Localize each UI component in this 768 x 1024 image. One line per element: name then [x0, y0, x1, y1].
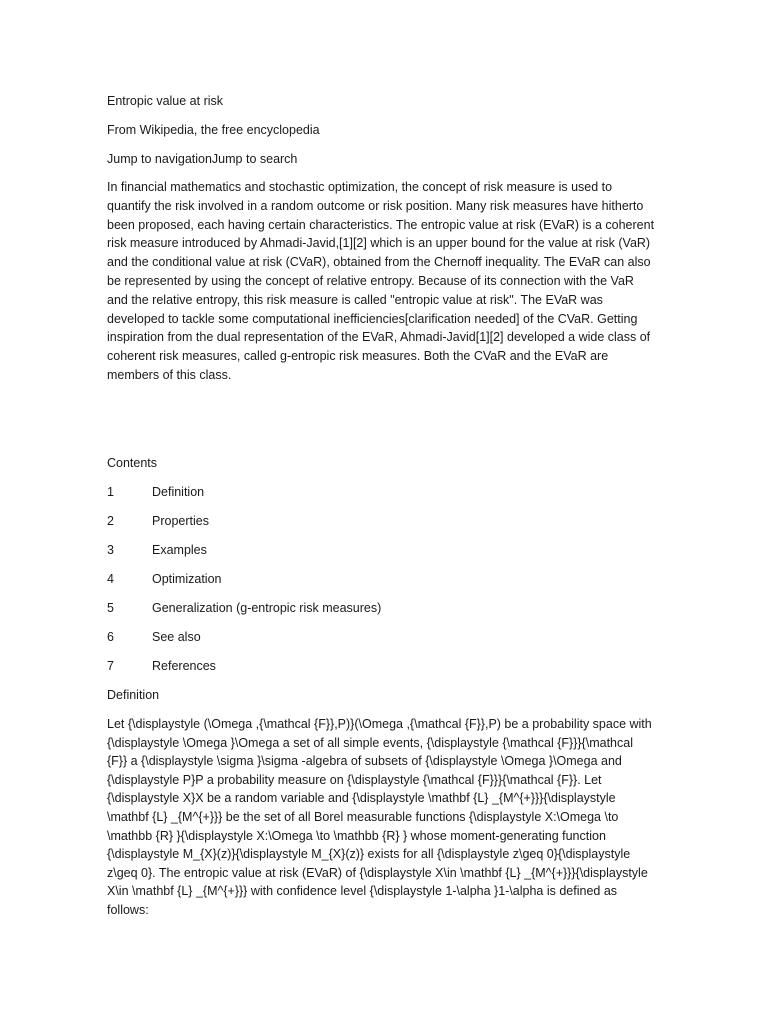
definition-paragraph — [107, 715, 667, 920]
intro-line: In financial mathematics and stochastic optimization, the concept of risk measure is used to — [107, 180, 613, 194]
definition-line: {\displaystyle M_{X}(z)}{\displaystyle M_{X}(z)} exists for all {\displaystyle z\geq 0}{\displaystyle — [107, 847, 631, 862]
toc-label[interactable]: Properties — [152, 514, 209, 528]
definition-line: \mathbb {R} }{\displaystyle X:\Omega \to \mathbb {R} } whose moment-generating function — [107, 828, 606, 843]
definition-line: z\geq 0}. The entropic value at risk (EVaR) of {\displaystyle X\in \mathbf {L} _{M^{+}}}{\displaystyle — [107, 865, 648, 880]
intro-line: been proposed, each having certain characteristics. The entropic value at risk (EVaR) is a coherent — [107, 217, 655, 232]
intro-line: members of this class. — [107, 367, 232, 382]
toc-label[interactable]: References — [152, 659, 216, 673]
intro-line: and the relative entropy, this risk measure is called "entropic value at risk". The EVaR was — [107, 292, 603, 307]
intro-paragraph — [107, 178, 667, 385]
definition-line: X\in \mathbf {L} _{M^{+}}} with confidence level {\displaystyle 1-\alpha }1-\alpha is defined as — [107, 884, 618, 899]
toc-number: 7 — [107, 659, 114, 673]
page-title: Entropic value at risk — [107, 94, 224, 108]
intro-line: inspiration from the dual representation of the EVaR, Ahmadi-Javid[1][2] developed a wide class of — [107, 330, 651, 345]
definition-line: follows: — [107, 902, 149, 917]
toc-number: 1 — [107, 485, 114, 499]
definition-line: \mathbf {L} _{M^{+}}} be the set of all Borel measurable functions {\displaystyle X:\Omega \to — [107, 809, 619, 824]
toc-number: 6 — [107, 630, 114, 644]
intro-line: be represented by using the concept of relative entropy. Because of its connection with the VaR — [107, 273, 634, 288]
source-line: From Wikipedia, the free encyclopedia — [107, 123, 320, 137]
toc-label[interactable]: Generalization (g-entropic risk measures) — [152, 601, 382, 615]
toc-number: 3 — [107, 543, 114, 557]
contents-heading: Contents — [107, 456, 158, 470]
toc-number: 4 — [107, 572, 114, 586]
intro-line: risk measure introduced by Ahmadi-Javid,[1][2] which is an upper bound for the value at risk (VaR) — [107, 236, 651, 251]
toc-label[interactable]: Optimization — [152, 572, 222, 586]
intro-line: developed to tackle some computational inefficiencies[clarification needed] of the CVaR. Getting — [107, 311, 638, 326]
definition-line: Let {\displaystyle (\Omega ,{\mathcal {F}},P)}(\Omega ,{\mathcal {F}},P) be a probability space with — [107, 717, 652, 731]
definition-line: {\displaystyle \Omega }\Omega a set of all simple events, {\displaystyle {\mathcal {F}}}{\mathcal — [107, 735, 633, 750]
jump-links: Jump to navigationJump to search — [107, 152, 298, 166]
definition-line: {F}} a {\displaystyle \sigma }\sigma -algebra of subsets of {\displaystyle \Omega }\Omega and — [107, 754, 622, 769]
toc-number: 5 — [107, 601, 114, 615]
intro-line: coherent risk measures, called g-entropic risk measures. Both the CVaR and the EVaR are — [107, 349, 609, 364]
intro-line: and the conditional value at risk (CVaR), obtained from the Chernoff inequality. The EVaR can also — [107, 255, 651, 270]
toc-label[interactable]: Definition — [152, 485, 205, 499]
definition-heading: Definition — [107, 688, 160, 702]
toc-label[interactable]: See also — [152, 630, 201, 644]
toc-number: 2 — [107, 514, 114, 528]
definition-line: {\displaystyle P}P a probability measure on {\displaystyle {\mathcal {F}}}{\mathcal {F}}. Let — [107, 772, 602, 787]
toc-label[interactable]: Examples — [152, 543, 207, 557]
definition-line: {\displaystyle X}X be a random variable and {\displaystyle \mathbf {L} _{M^{+}}}{\displaystyle — [107, 791, 616, 806]
intro-line: quantify the risk involved in a random outcome or risk position. Many risk measures have hitherto — [107, 198, 644, 213]
